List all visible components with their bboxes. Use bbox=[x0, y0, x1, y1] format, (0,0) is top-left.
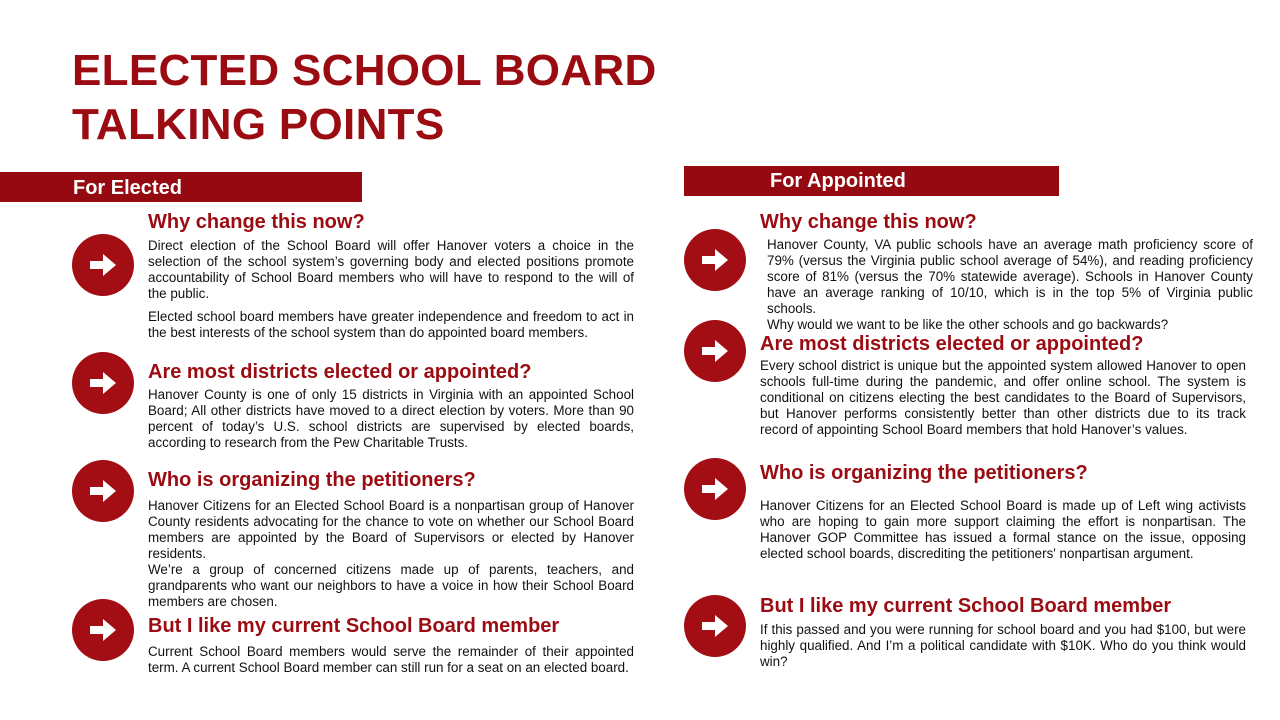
title-line-1: ELECTED SCHOOL BOARD bbox=[72, 46, 657, 95]
arrow-right-icon bbox=[684, 320, 746, 382]
arrow-right-icon bbox=[72, 234, 134, 296]
right-heading-why-change: Why change this now? bbox=[760, 211, 977, 233]
right-body-who-is-organizing bbox=[760, 498, 1246, 562]
arrow-right-icon bbox=[684, 458, 746, 520]
right-heading-elected-or-appointed: Are most districts elected or appointed? bbox=[760, 333, 1144, 355]
right-heading-who-is-organizing: Who is organizing the petitioners? bbox=[760, 462, 1088, 484]
right-body-elected-or-appointed bbox=[760, 358, 1246, 438]
arrow-right-icon bbox=[72, 352, 134, 414]
banner-for-appointed: For Appointed bbox=[684, 166, 1059, 196]
title-line-2: TALKING POINTS bbox=[72, 100, 445, 149]
left-paragraph: Hanover Citizens for an Elected School Board is a nonpartisan group of Hanover County residents advocating for the chance to vote on whether our School Board members are appointed by the Board of Supervisors or elected by Hanover residents. bbox=[148, 498, 634, 561]
banner-for-elected: For Elected bbox=[0, 172, 362, 202]
left-paragraph: Direct election of the School Board will offer Hanover voters a choice in the selection of the school system’s governing body and elected positions promote accountability of School Board members who will have to respond to the will of the public. bbox=[148, 238, 634, 301]
right-heading-current-member: But I like my current School Board member bbox=[760, 595, 1172, 617]
arrow-right-icon bbox=[72, 599, 134, 661]
left-heading-who-is-organizing: Who is organizing the petitioners? bbox=[148, 469, 476, 491]
arrow-right-icon bbox=[684, 595, 746, 657]
right-paragraph: If this passed and you were running for school board and you had $100, but were highly qualified. And I’m a political candidate with $10K. Who do you think would win? bbox=[760, 622, 1246, 669]
page-title bbox=[72, 44, 657, 152]
left-heading-current-member: But I like my current School Board member bbox=[148, 615, 560, 637]
right-paragraph: Why would we want to be like the other schools and go backwards? bbox=[767, 317, 1169, 332]
left-paragraph: Hanover County is one of only 15 districts in Virginia with an appointed School Board; All other districts have moved to a direct election by voters. More than 90 percent of today’s U.S. school districts are supervised by elected boards, according to research from the Pew Charitable Trusts. bbox=[148, 387, 634, 450]
right-paragraph: Every school district is unique but the appointed system allowed Hanover to open schools full-time during the pandemic, and offer online school. The system is conditional on citizens electing the best candidates to the Board of Supervisors, but Hanover performs consistently better than other districts due to its track record of appointing School Board members that hold Hanover’s values. bbox=[760, 358, 1246, 437]
right-paragraph: Hanover County, VA public schools have an average math proficiency score of 79% (versus the Virginia public school average of 54%), and reading proficiency score of 81% (versus the 70% statewide average). Schools in Hanover County have an average ranking of 10/10, which is in the top 5% of Virginia public schools. bbox=[767, 237, 1253, 316]
left-paragraph: Current School Board members would serve the remainder of their appointed term. A current School Board member can still run for a seat on an elected board. bbox=[148, 644, 634, 675]
right-body-current-member bbox=[760, 622, 1246, 670]
left-body-elected-or-appointed bbox=[148, 387, 634, 451]
arrow-right-icon bbox=[684, 229, 746, 291]
left-body-why-change bbox=[148, 238, 634, 341]
left-heading-why-change: Why change this now? bbox=[148, 211, 365, 233]
left-body-who-is-organizing bbox=[148, 498, 634, 610]
left-body-current-member bbox=[148, 644, 634, 676]
right-body-why-change bbox=[767, 237, 1253, 333]
left-paragraph: We’re a group of concerned citizens made up of parents, teachers, and grandparents who want our neighbors to have a voice in how their School Board members are chosen. bbox=[148, 562, 634, 609]
right-paragraph: Hanover Citizens for an Elected School Board is made up of Left wing activists who are hoping to gain more support claiming the effort is nonpartisan. The Hanover GOP Committee has issued a formal stance on the issue, opposing elected school boards, discrediting the petitioners' nonpartisan argument. bbox=[760, 498, 1246, 561]
left-paragraph: Elected school board members have greater independence and freedom to act in the best interests of the school system than do appointed board members. bbox=[148, 309, 634, 340]
arrow-right-icon bbox=[72, 460, 134, 522]
left-heading-elected-or-appointed: Are most districts elected or appointed? bbox=[148, 361, 532, 383]
